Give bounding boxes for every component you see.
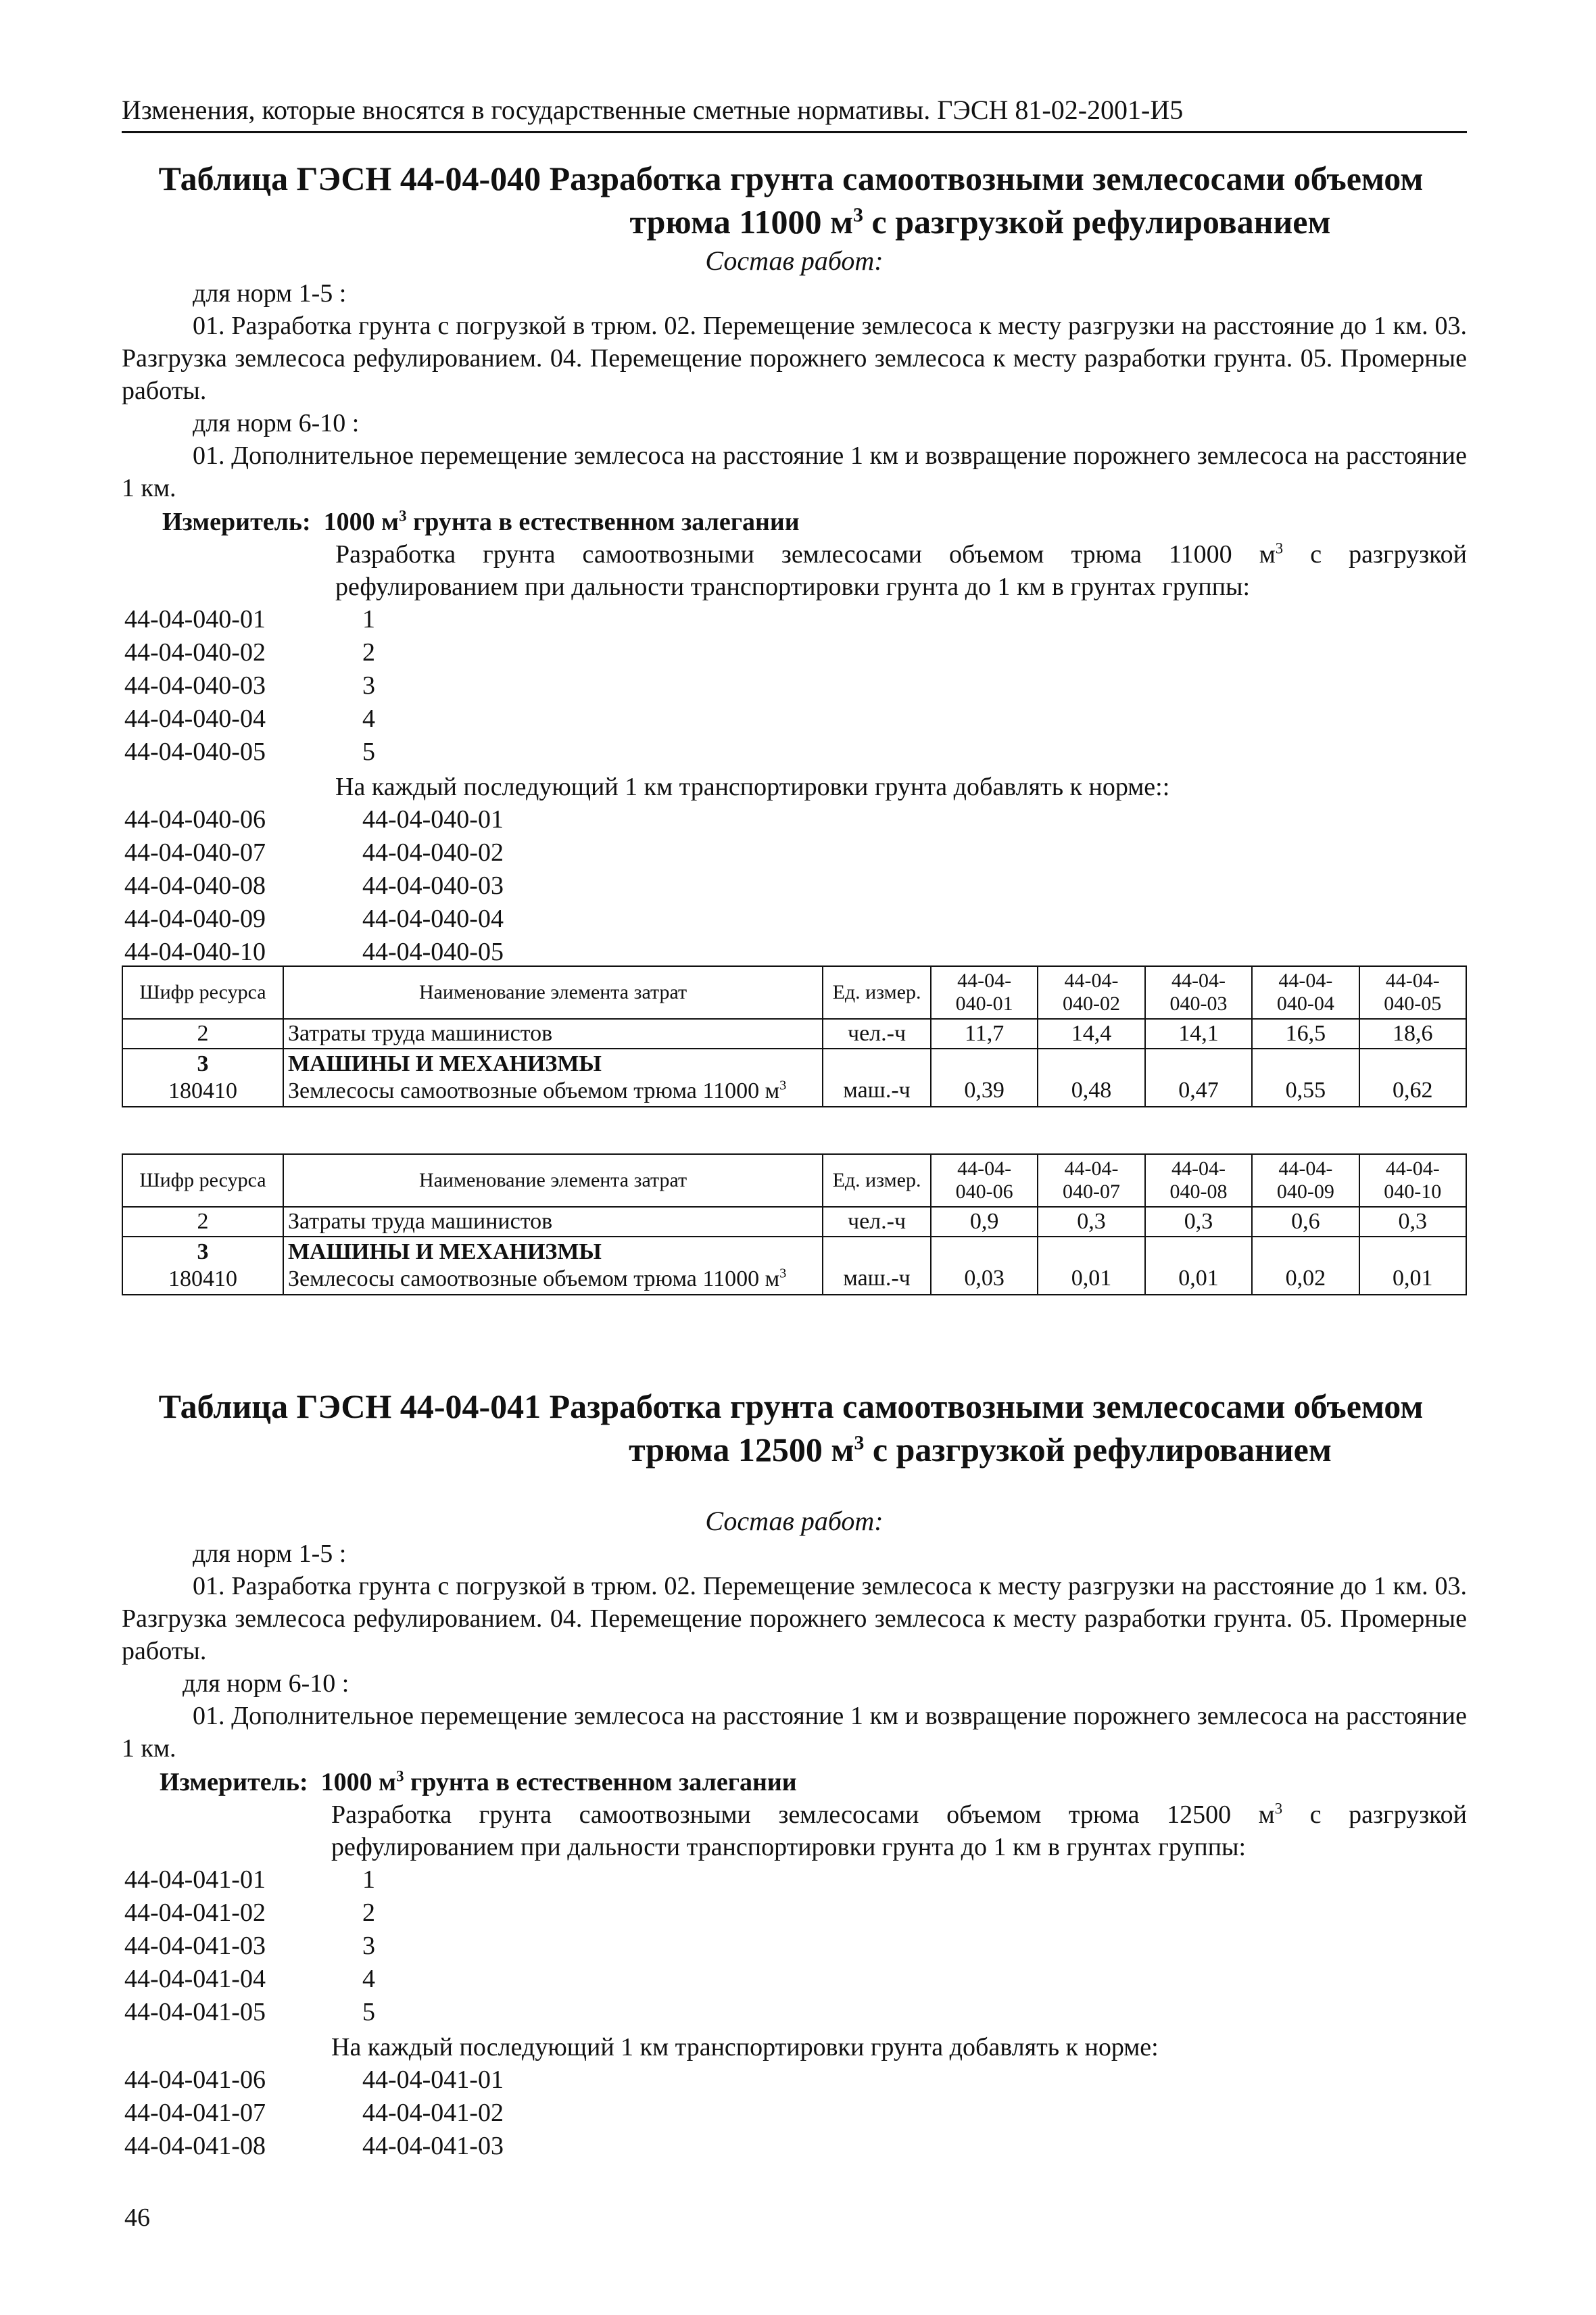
code-row — [124, 2130, 733, 2163]
code-row — [124, 1963, 733, 1996]
running-header: Изменения, которые вносятся в государственные сметные нормативы. ГЭСН 81-02-2001-И5 — [122, 93, 1467, 133]
table-row — [122, 1207, 1466, 1237]
section-title: МАШИНЫ И МЕХАНИЗМЫ — [287, 1239, 602, 1264]
header-name: Наименование элемента затрат — [283, 1154, 823, 1207]
code-row — [124, 836, 733, 869]
norm-code: 44-04-040-09 — [124, 905, 266, 933]
resource-value: 14,4 — [1038, 1019, 1144, 1049]
code-row — [124, 903, 733, 936]
header-norm-code-part: 040-01 — [955, 993, 1013, 1015]
norm-value: 44-04-040-04 — [362, 905, 504, 933]
resource-name — [283, 1049, 823, 1107]
resource-cipher — [122, 1237, 283, 1295]
header-norm-code — [1252, 1154, 1359, 1207]
header-norm-code — [1038, 966, 1144, 1019]
resource-cipher-code: 180410 — [168, 1078, 237, 1103]
table-041-measure: Измеритель: 1000 $м^3$ грунта в естественном залегании — [160, 1767, 797, 1796]
table-041-codes-list-a — [124, 1863, 733, 2029]
table-041-title-line2: трюма 12500 $м^3$ с разгрузкой рефулированием — [629, 1431, 1332, 1469]
norm-code: 44-04-041-08 — [124, 2132, 266, 2160]
norm-code: 44-04-041-01 — [124, 1865, 266, 1894]
resource-value: 0,3 — [1359, 1207, 1466, 1237]
resource-value: 0,48 — [1038, 1049, 1144, 1107]
resource-value: 0,02 — [1252, 1237, 1359, 1295]
header-norm-code — [1359, 966, 1466, 1019]
resource-cipher — [122, 1049, 283, 1107]
code-row — [124, 669, 733, 702]
resource-value: 0,03 — [931, 1237, 1038, 1295]
norm-code: 44-04-040-01 — [124, 605, 266, 634]
code-row — [124, 702, 733, 736]
resource-value: 0,01 — [1038, 1237, 1144, 1295]
norm-code: 44-04-041-05 — [124, 1998, 266, 2026]
header-norm-code-part: 44-04- — [1385, 970, 1440, 992]
norm-code: 44-04-040-02 — [124, 638, 266, 667]
header-norm-code-part: 040-03 — [1169, 993, 1228, 1015]
table-row — [122, 1237, 1466, 1295]
table-041-title — [122, 1385, 1460, 1471]
header-norm-code-part: 44-04- — [957, 1158, 1012, 1180]
table-041-norms-6-10: для норм 6-10 : — [183, 1669, 349, 1698]
norm-value: 3 — [362, 671, 375, 700]
norm-value: 44-04-040-03 — [362, 872, 504, 900]
header-norm-code — [1252, 966, 1359, 1019]
norm-code: 44-04-041-02 — [124, 1899, 266, 1927]
norm-code: 44-04-041-03 — [124, 1932, 266, 1960]
table-040-title — [122, 157, 1460, 243]
header-norm-code — [1145, 1154, 1252, 1207]
table-040-description: Разработка грунта самоотвозными землесосами объемом трюма 11000 $м^3$ с разгрузкой рефулированием при дальности транспортировки грунта до 1 км в грунтах группы: — [335, 540, 1467, 601]
machine-name: Землесосы самоотвозные объемом трюма 11000 $м^3$ — [287, 1078, 787, 1103]
table-row — [122, 1019, 1466, 1049]
resource-value: 14,1 — [1145, 1019, 1252, 1049]
code-row — [124, 636, 733, 669]
header-unit: Ед. измер. — [823, 966, 931, 1019]
code-row — [124, 1863, 733, 1896]
table-041-norms-1-5: для норм 1-5 : — [193, 1540, 347, 1568]
resource-value: 0,62 — [1359, 1049, 1466, 1107]
resource-cipher-code: 180410 — [168, 1266, 237, 1291]
norm-value: 44-04-040-01 — [362, 805, 504, 834]
code-row — [124, 736, 733, 769]
resource-name: Затраты труда машинистов — [283, 1019, 823, 1049]
resource-name — [283, 1237, 823, 1295]
section-cipher: 3 — [197, 1051, 209, 1076]
norm-value: 4 — [362, 1965, 375, 1993]
resource-value: 0,39 — [931, 1049, 1038, 1107]
resource-table-040-6-10 — [122, 1153, 1467, 1295]
header-norm-code-part: 040-08 — [1169, 1180, 1228, 1203]
norm-value: 1 — [362, 1865, 375, 1894]
resource-unit: маш.-ч — [823, 1237, 931, 1295]
norm-value: 44-04-041-01 — [362, 2066, 504, 2094]
norm-value: 1 — [362, 605, 375, 634]
header-norm-code-part: 040-10 — [1384, 1180, 1442, 1203]
header-norm-code-part: 44-04- — [1064, 970, 1119, 992]
resource-value: 0,47 — [1145, 1049, 1252, 1107]
norm-value: 5 — [362, 738, 375, 766]
norm-value: 3 — [362, 1932, 375, 1960]
norm-code: 44-04-040-06 — [124, 805, 266, 834]
code-row — [124, 603, 733, 636]
norm-value: 5 — [362, 1998, 375, 2026]
table-041-work-heading: Состав работ: — [705, 1506, 884, 1536]
header-norm-code-part: 040-05 — [1384, 993, 1442, 1015]
code-row — [124, 2063, 733, 2097]
resource-unit: чел.-ч — [823, 1207, 931, 1237]
header-norm-code-part: 44-04- — [1385, 1158, 1440, 1180]
header-norm-code-part: 040-02 — [1063, 993, 1121, 1015]
norm-value: 4 — [362, 705, 375, 733]
section-cipher: 3 — [197, 1239, 209, 1264]
header-cipher: Шифр ресурса — [122, 966, 283, 1019]
norm-code: 44-04-040-05 — [124, 738, 266, 766]
header-norm-code-part: 44-04- — [1171, 1158, 1226, 1180]
table-040-works-6-10: 01. Дополнительное перемещение землесоса на расстояние 1 км и возвращение порожнего землесоса на расстояние 1 км. — [122, 441, 1467, 502]
machine-name: Землесосы самоотвозные объемом трюма 11000 $м^3$ — [287, 1266, 787, 1291]
code-row — [124, 1930, 733, 1963]
header-norm-code-part: 44-04- — [1278, 970, 1333, 992]
norm-code: 44-04-040-03 — [124, 671, 266, 700]
norm-value: 44-04-041-02 — [362, 2099, 504, 2127]
norm-code: 44-04-040-10 — [124, 938, 266, 966]
table-041-title-line1: Таблица ГЭСН 44-04-041 Разработка грунта самоотвозными землесосами объемом — [158, 1387, 1424, 1425]
header-norm-code-part: 44-04- — [1064, 1158, 1119, 1180]
header-norm-code-part: 44-04- — [957, 970, 1012, 992]
table-041-description: Разработка грунта самоотвозными землесосами объемом трюма 12500 $м^3$ с разгрузкой рефулированием при дальности транспортировки грунта до 1 км в грунтах группы: — [331, 1800, 1467, 1861]
table-row — [122, 1049, 1466, 1107]
norm-value: 44-04-041-03 — [362, 2132, 504, 2160]
resource-value: 0,3 — [1038, 1207, 1144, 1237]
table-040-works-1-5: 01. Разработка грунта с погрузкой в трюм. 02. Перемещение землесоса к месту разгрузки на расстояние до 1 км. 03. Разгрузка землесоса рефулированием. 04. Перемещение порожнего землесоса к месту разработки грунта. 05. Промерные работы. — [122, 312, 1467, 405]
header-norm-code — [1038, 1154, 1144, 1207]
resource-name: Затраты труда машинистов — [283, 1207, 823, 1237]
header-norm-code — [1145, 966, 1252, 1019]
header-norm-code — [931, 1154, 1038, 1207]
header-name: Наименование элемента затрат — [283, 966, 823, 1019]
norm-code: 44-04-040-04 — [124, 705, 266, 733]
code-row — [124, 1996, 733, 2029]
code-row — [124, 936, 733, 969]
section-title: МАШИНЫ И МЕХАНИЗМЫ — [287, 1051, 602, 1076]
table-040-each-km: На каждый последующий 1 км транспортировки грунта добавлять к норме:: — [335, 773, 1170, 801]
resource-value: 11,7 — [931, 1019, 1038, 1049]
header-norm-code — [931, 966, 1038, 1019]
header-norm-code — [1359, 1154, 1466, 1207]
table-040-norms-6-10: для норм 6-10 : — [193, 409, 360, 437]
resource-cipher: 2 — [122, 1019, 283, 1049]
resource-value: 16,5 — [1252, 1019, 1359, 1049]
norm-code: 44-04-040-08 — [124, 872, 266, 900]
table-040-title-line2: трюма 11000 $м^3$ с разгрузкой рефулированием — [629, 203, 1331, 241]
norm-code: 44-04-041-07 — [124, 2099, 266, 2127]
table-041-codes-list-b — [124, 2063, 733, 2163]
table-041-works-6-10: 01. Дополнительное перемещение землесоса на расстояние 1 км и возвращение порожнего землесоса на расстояние 1 км. — [122, 1702, 1467, 1763]
table-040-measure: Измеритель: 1000 $м^3$ грунта в естественном залегании — [162, 507, 800, 536]
resource-unit: чел.-ч — [823, 1019, 931, 1049]
resource-table-040-1-5 — [122, 965, 1467, 1107]
table-040-title-line1: Таблица ГЭСН 44-04-040 Разработка грунта самоотвозными землесосами объемом — [158, 160, 1424, 197]
code-row — [124, 1896, 733, 1930]
resource-value: 0,9 — [931, 1207, 1038, 1237]
resource-value: 0,6 — [1252, 1207, 1359, 1237]
table-041-each-km: На каждый последующий 1 км транспортировки грунта добавлять к норме: — [331, 2033, 1159, 2061]
resource-unit: маш.-ч — [823, 1049, 931, 1107]
code-row — [124, 869, 733, 903]
table-040-codes-list-a — [124, 603, 733, 769]
norm-value: 44-04-040-02 — [362, 838, 504, 867]
norm-code: 44-04-041-04 — [124, 1965, 266, 1993]
norm-value: 2 — [362, 638, 375, 667]
norm-value: 2 — [362, 1899, 375, 1927]
header-norm-code-part: 040-06 — [955, 1180, 1013, 1203]
code-row — [124, 803, 733, 836]
table-header-row — [122, 1154, 1466, 1207]
table-040-work-heading: Состав работ: — [705, 245, 884, 276]
resource-value: 0,01 — [1145, 1237, 1252, 1295]
header-norm-code-part: 040-07 — [1063, 1180, 1121, 1203]
norm-code: 44-04-041-06 — [124, 2066, 266, 2094]
header-unit: Ед. измер. — [823, 1154, 931, 1207]
resource-cipher: 2 — [122, 1207, 283, 1237]
table-header-row — [122, 966, 1466, 1019]
table-040-norms-1-5: для норм 1-5 : — [193, 279, 347, 308]
table-041-works-1-5: 01. Разработка грунта с погрузкой в трюм. 02. Перемещение землесоса к месту разгрузки на расстояние до 1 км. 03. Разгрузка землесоса рефулированием. 04. Перемещение порожнего землесоса к месту разработки грунта. 05. Промерные работы. — [122, 1572, 1467, 1665]
header-norm-code-part: 44-04- — [1278, 1158, 1333, 1180]
table-040-codes-list-b — [124, 803, 733, 969]
code-row — [124, 2097, 733, 2130]
resource-value: 0,01 — [1359, 1237, 1466, 1295]
header-norm-code-part: 44-04- — [1171, 970, 1226, 992]
header-norm-code-part: 040-09 — [1276, 1180, 1334, 1203]
resource-value: 18,6 — [1359, 1019, 1466, 1049]
norm-code: 44-04-040-07 — [124, 838, 266, 867]
page-number: 46 — [124, 2203, 150, 2232]
resource-value: 0,55 — [1252, 1049, 1359, 1107]
header-cipher: Шифр ресурса — [122, 1154, 283, 1207]
norm-value: 44-04-040-05 — [362, 938, 504, 966]
resource-value: 0,3 — [1145, 1207, 1252, 1237]
header-norm-code-part: 040-04 — [1276, 993, 1334, 1015]
